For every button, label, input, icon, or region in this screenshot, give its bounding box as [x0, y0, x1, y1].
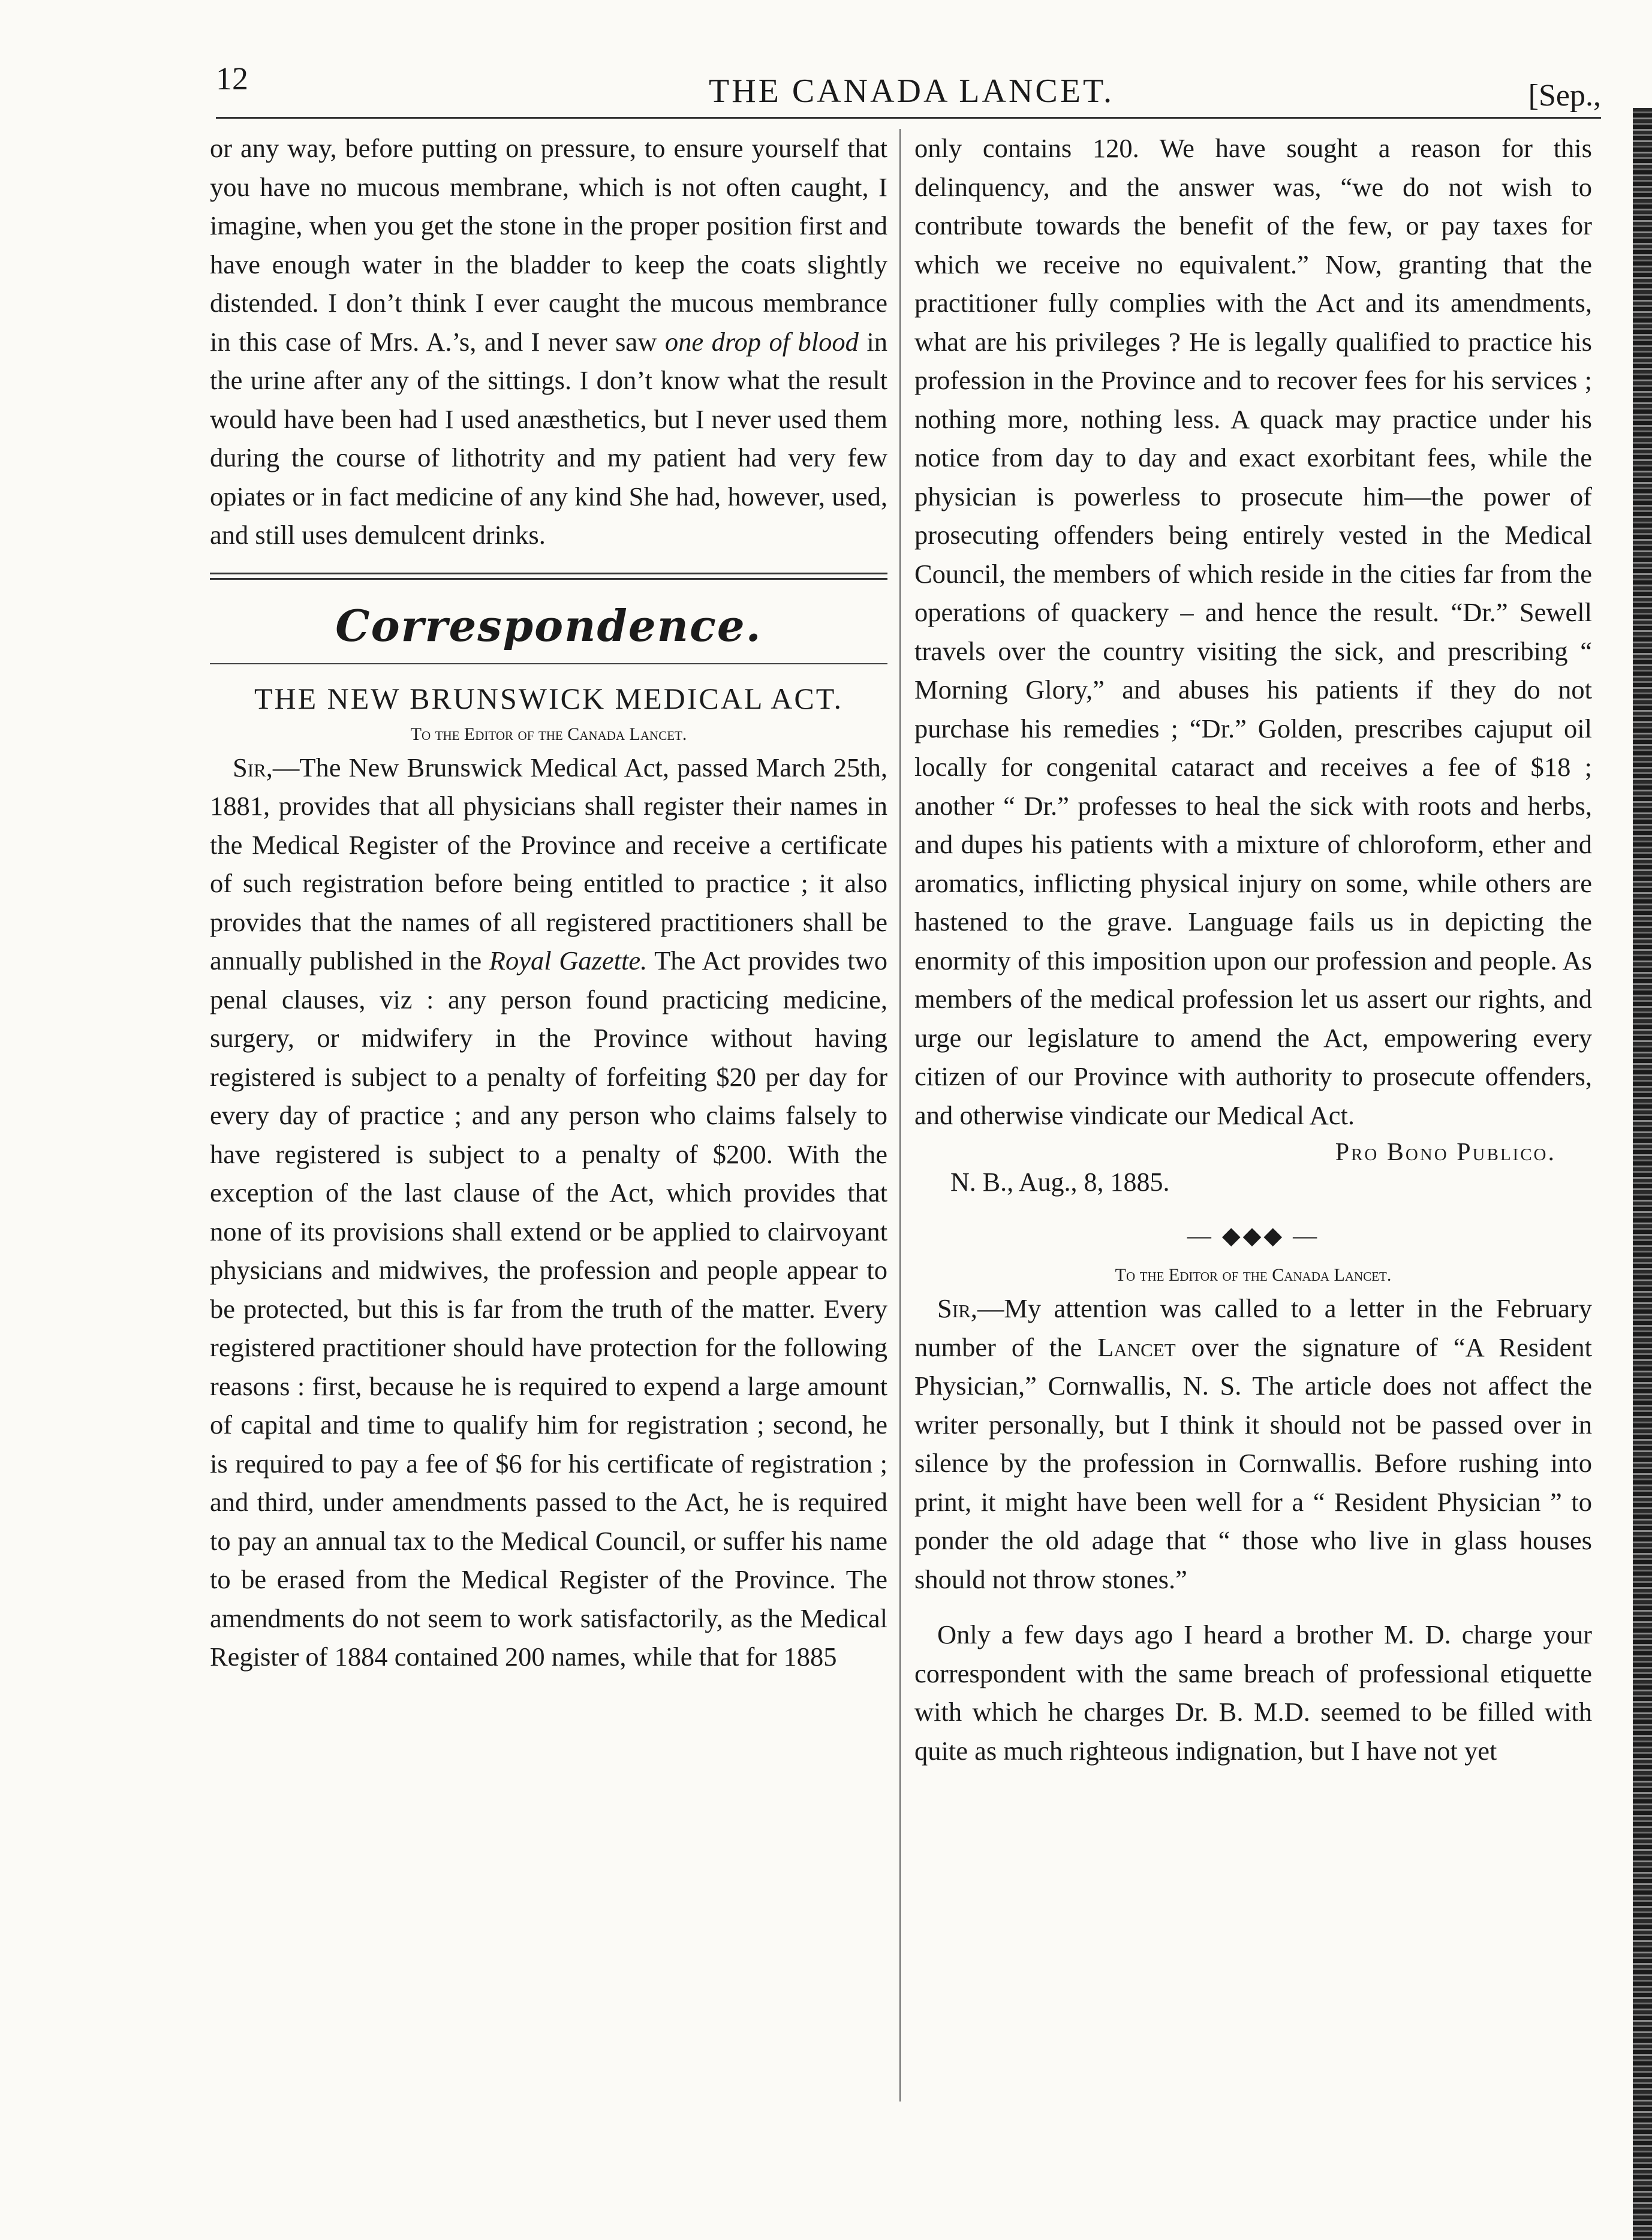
editor-address-2: To the Editor of the Canada Lancet.	[1115, 1265, 1392, 1285]
letter-paragraph	[210, 748, 887, 1676]
page-number: 12	[216, 61, 248, 97]
gazette-title: Royal Gazette.	[489, 946, 648, 976]
journal-title: THE CANADA LANCET.	[708, 73, 1115, 110]
letter-text-2: The Act provides two penal clauses, viz : any person found practicing medicine, surgery, or midwifery in the Province without having registered is subject to a penalty of forfeiting $20 per day for every day of practice ; and any person who claims falsely to have registered is subject to a penalty of $200. With the exception of the last clause of the Act, which provides that none of its provisions shall extend or be applied to clairvoyant physicians and midwives, the profession and people appear to be protected, but this is far from the truth of the matter. Every registered practitioner should have protection for the following reasons : first, because he is required to expend a large amount of capital and time to qualify him for registration ; second, he is required to pay a fee of $6 for his certificate of registration ; and third, under amendments passed to the Act, he is required to pay an annual tax to the Medical Council, or suffer his name to be erased from the Medical Register of the Province. The amendments do not seem to work satisfactorily, as the Medical Register of 1884 contained 200 names, while that for 1885	[210, 946, 888, 1672]
ornament-divider: — ◆◆◆ —	[1187, 1222, 1320, 1249]
heading-rule	[210, 663, 887, 664]
continued-text: or any way, before putting on pressure, to ensure yourself that you have no mucous membrane, which is not often caught, I imagine, when you get the stone in the proper position first and have enough water in the bladder to keep the coats slightly distended. I don’t think I ever caught the mucous membrance in this case of Mrs. A.’s, and I never saw	[210, 133, 887, 357]
letter2-text-1: —My attention was called to a letter in the February number of the	[914, 1293, 1592, 1362]
editor-address: To the Editor of the Canada Lancet.	[410, 724, 687, 744]
letter2-salutation: Sir,	[937, 1293, 977, 1323]
letter2-paragraph	[914, 1289, 1592, 1598]
emphasis-text: one drop of blood	[664, 326, 859, 357]
section-divider	[210, 573, 887, 580]
header-rule	[216, 117, 1601, 119]
letter2-text-2: over the signature of “A Resident Physician,” Cornwallis, N. S. The article does not affect the writer personally, but I think it should not be passed over in silence by the profession in Cornwallis. Before rushing into print, it might have been well for a “ Resident Physician ” to ponder the old adage that “ those who live in glass houses should not throw stones.”	[914, 1332, 1593, 1594]
signoff-date: N. B., Aug., 8, 1885.	[950, 1167, 1170, 1197]
letter-continued: only contains 120. We have sought a reason for this delinquency, and the answer was, “we do not wish to contribute towards the benefit of the few, or pay taxes for which we receive no equivalent.” Now, granting that the practitioner fully complies with the Act and its amendments, what are his privileges ? He is legally qualified to practice his profession in the Province and to recover fees for his services ; nothing more, nothing less. A quack may practice under his notice from day to day and exact exorbitant fees, while the physician is powerless to prosecute him—the power of prosecuting offenders being entirely vested in the Medical Council, the members of which reside in the cities far from the operations of quackery – and hence the result. “Dr.” Sewell travels over the country visiting the sick, and prescribing “ Morning Glory,” and abuses his patients if they do not purchase his remedies ; “Dr.” Golden, prescribes cajuput oil locally for congenital cataract and receives a fee of $18 ; another “ Dr.” professes to heal the sick with roots and herbs, and dupes his patients with a mixture of chloroform, ether and aromatics, inflicting physical injury on some, while others are hastened to the grave. Language fails us in depicting the enormity of this imposition upon our profession and people. As members of the medical profession let us assert our rights, and urge our legislature to amend the Act, empowering every citizen of our Province with authority to prosecute offenders, and otherwise vindicate our Medical Act.	[914, 133, 1592, 1130]
lancet-name: Lancet	[1097, 1332, 1176, 1362]
letter-text-1: —The New Brunswick Medical Act, passed March 25th, 1881, provides that all physicians shall register their names in the Medical Register of the Province and receive a certificate of such registration before being entitled to practice ; it also provides that the names of all registered practitioners shall be annually published in the	[210, 752, 887, 976]
letter-salutation: Sir,	[233, 752, 273, 782]
page-edge-binding	[1633, 108, 1652, 2240]
section-heading: Correspondence.	[335, 600, 762, 651]
signoff-name: Pro Bono Publico.	[1335, 1139, 1556, 1166]
continued-text-2: in the urine after any of the sittings. I don’t know what the result would have been had I used anæsthetics, but I never used them during the course of lithotrity and my patient had very few opiates or in fact medicine of any kind She had, however, used, and still uses demulcent drinks.	[210, 326, 888, 550]
continued-paragraph	[210, 129, 887, 555]
issue-month: [Sep.,	[1528, 79, 1601, 113]
letter2-paragraph-2: Only a few days ago I heard a brother M. D. charge your correspondent with the same breach of professional etiquette with which he charges Dr. B. M.D. seemed to be filled with quite as much righteous indignation, but I have not yet	[914, 1619, 1592, 1766]
column-divider	[899, 129, 901, 2101]
left-column	[210, 129, 887, 1676]
page-header	[216, 60, 1607, 114]
article-title: THE NEW BRUNSWICK MEDICAL ACT.	[254, 681, 844, 715]
right-column	[914, 129, 1592, 1770]
